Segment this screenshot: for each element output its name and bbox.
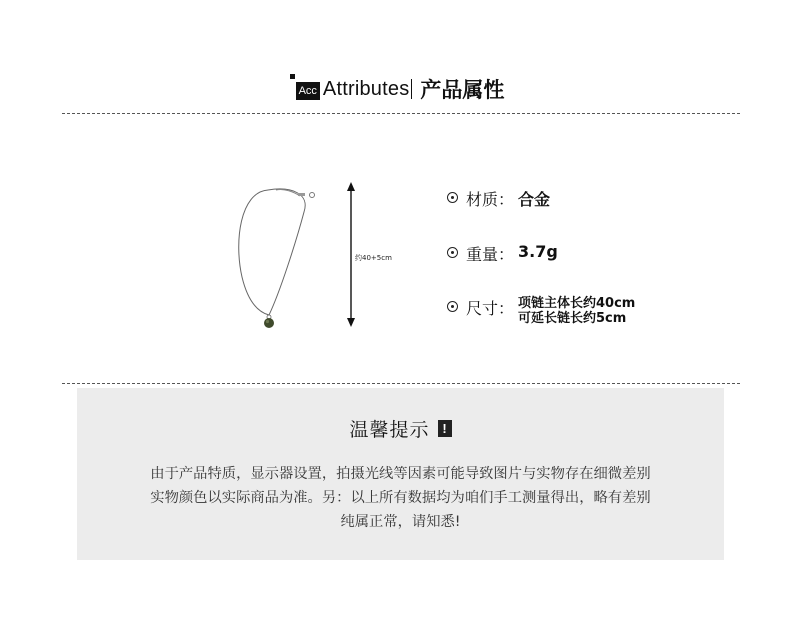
notice-title: 温馨提示 (349, 419, 430, 441)
header-divider (411, 79, 412, 99)
attr-size-line: 项链主体长约40cm (518, 296, 636, 311)
target-bullet-icon (447, 247, 458, 258)
attributes-header (0, 72, 800, 106)
exclamation-icon: ! (438, 420, 452, 437)
notice-panel (77, 388, 724, 560)
header-title-cn: 产品属性 (420, 78, 505, 102)
attr-weight (447, 242, 558, 265)
attr-material (447, 187, 550, 210)
notice-line: 由于产品特质，显示器设置，拍摄光线等因素可能导致图片与实物存在细微差别 (150, 466, 651, 482)
acc-dot-icon (290, 74, 295, 79)
length-label: 约40+5cm (355, 254, 392, 262)
attr-value: 3.7g (518, 242, 558, 261)
notice-line: 实物颜色以实际商品为准。另：以上所有数据均为咱们手工测量得出，略有差别 (150, 490, 651, 506)
acc-label: Acc (296, 82, 320, 100)
notice-line: 纯属正常，请知悉! (340, 514, 461, 530)
notice-heading (77, 415, 724, 442)
notice-body (97, 462, 704, 534)
top-divider (62, 113, 740, 114)
attr-size-line: 可延长链长约5cm (518, 311, 627, 326)
attr-label: 尺寸： (466, 299, 515, 318)
header-title-en: Attributes (322, 77, 410, 100)
target-bullet-icon (447, 192, 458, 203)
attr-size (447, 296, 635, 326)
target-bullet-icon (447, 301, 458, 312)
attr-label: 重量： (466, 245, 515, 264)
acc-badge (296, 79, 320, 100)
bottom-divider (62, 383, 740, 384)
attr-label: 材质： (466, 190, 515, 209)
attr-value: 合金 (518, 190, 551, 209)
necklace-image (232, 182, 327, 332)
